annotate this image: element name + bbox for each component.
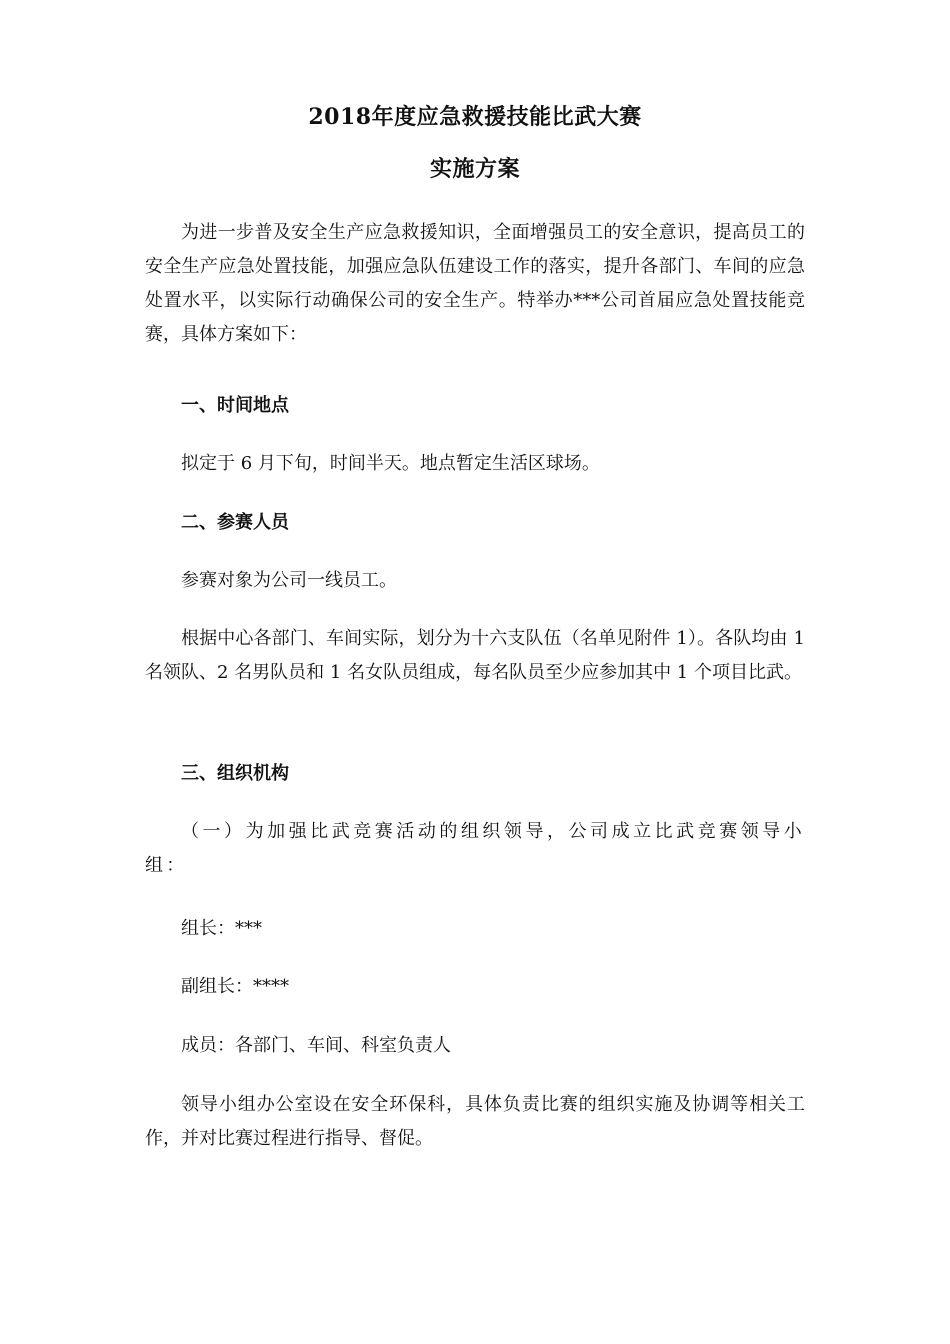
document-title: 2018年度应急救援技能比武大赛	[308, 104, 642, 130]
group-leader-line: 组长：***	[181, 918, 262, 939]
section-heading-time-place: 一、时间地点	[181, 395, 289, 416]
participants-target-text: 参赛对象为公司一线员工。	[181, 570, 397, 591]
deputy-leader-line: 副组长：****	[181, 976, 289, 997]
members-line: 成员：各部门、车间、科室负责人	[181, 1035, 451, 1056]
section-heading-organization: 三、组织机构	[181, 763, 289, 784]
office-paragraph: 领导小组办公室设在安全环保科，具体负责比赛的组织实施及协调等相关工作，并对比赛过程进行指导、督促。	[145, 1094, 805, 1149]
intro-paragraph: 为进一步普及安全生产应急救援知识，全面增强员工的安全意识，提高员工的安全生产应急处置技能，加强应急队伍建设工作的落实，提升各部门、车间的应急处置水平，以实际行动确保公司的安全生产。特举办***公司首届应急处置技能竞赛，具体方案如下：	[145, 222, 805, 345]
time-place-text: 拟定于 6 月下旬，时间半天。地点暂定生活区球场。	[181, 453, 600, 474]
document-subtitle: 实施方案	[429, 156, 520, 182]
organization-leadership-paragraph: （一）为加强比武竞赛活动的组织领导，公司成立比武竞赛领导小组：	[145, 821, 805, 876]
participants-teams-paragraph: 根据中心各部门、车间实际，划分为十六支队伍（名单见附件 1）。各队均由 1 名领队、2 名男队员和 1 名女队员组成，每名队员至少应参加其中 1 个项目比武。	[145, 628, 805, 683]
section-heading-participants: 二、参赛人员	[181, 512, 289, 533]
